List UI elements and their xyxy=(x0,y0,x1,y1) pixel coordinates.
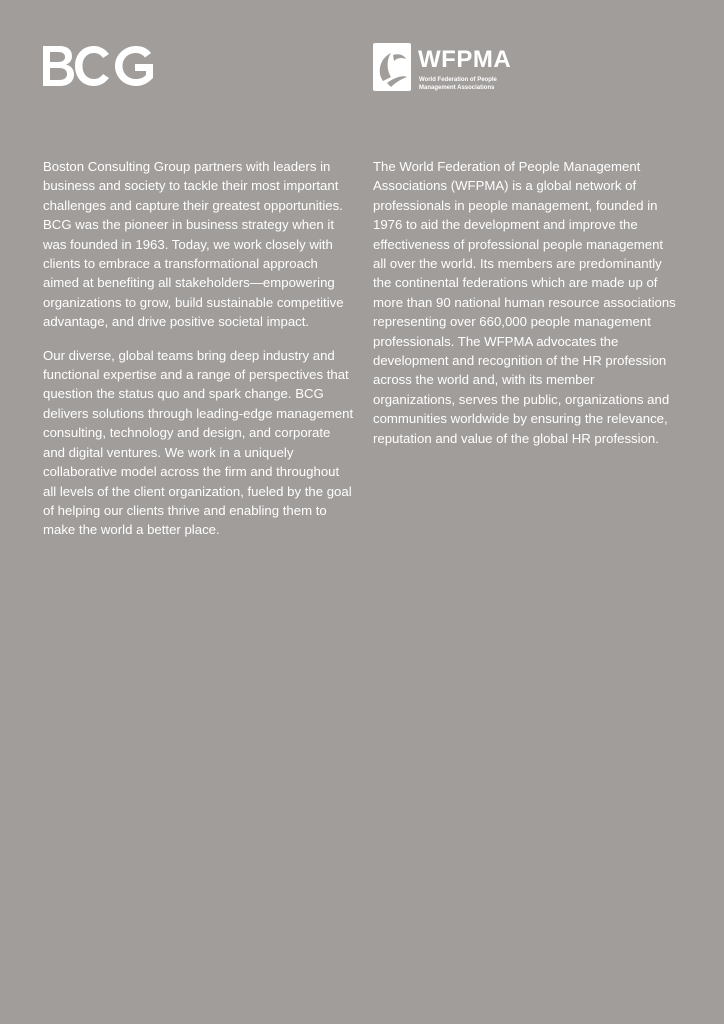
bcg-logo-mark xyxy=(43,44,155,88)
wfpma-description xyxy=(373,157,678,462)
wfpma-paragraph-1: The World Federation of People Management Associations (WFPMA) is a global network of professionals in people management, founded in 1976 to aid the development and improve the effectiveness of professional people management all over the world. Its members are predominantly the continental federations which are made up of more than 90 national human resource associations representing over 660,000 people management professionals. The WFPMA advocates the development and recognition of the HR profession across the world and, with its member organizations, serves the public, organizations and communities worldwide by ensuring the relevance, reputation and value of the global HR profession. xyxy=(373,159,676,446)
bcg-paragraph-1: Boston Consulting Group partners with leaders in business and society to tackle their most important challenges and capture their greatest opportunities. BCG was the pioneer in business strategy when it was founded in 1963. Today, we work closely with clients to embrace a transformational approach aimed at benefiting all stakeholders—empowering organizations to grow, build sustainable competitive advantage, and drive positive societal impact. xyxy=(43,159,344,330)
bcg-paragraph-2: Our diverse, global teams bring deep industry and functional expertise and a range of perspectives that question the status quo and spark change. BCG delivers solutions through leading-edge management consulting, technology and design, and corporate and digital ventures. We work in a uniquely collaborative model across the firm and throughout all levels of the client organization, fueled by the goal of helping our clients thrive and enabling them to make the world a better place. xyxy=(43,347,354,538)
bcg-logo xyxy=(43,44,155,88)
bcg-description xyxy=(43,157,355,554)
wfpma-logo-title: WFPMA xyxy=(418,46,512,73)
wfpma-emblem-icon xyxy=(373,43,411,91)
wfpma-logo xyxy=(373,43,513,93)
wfpma-logo-subtitle: World Federation of People Management Associations xyxy=(419,77,497,91)
